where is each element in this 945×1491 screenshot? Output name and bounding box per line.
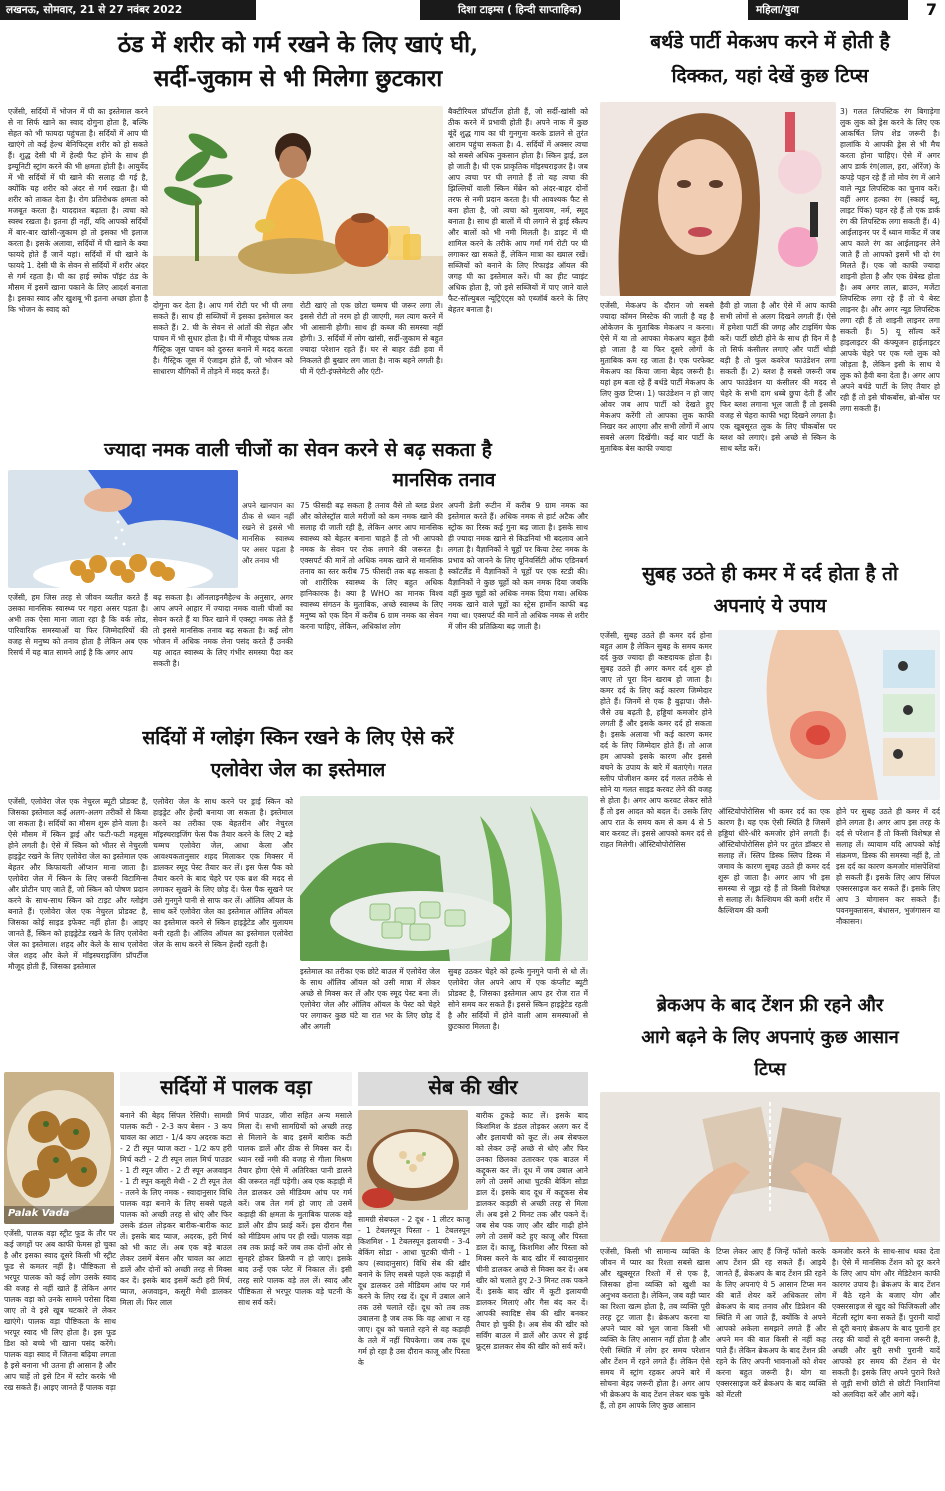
article-breakup-col1: एजेंसी, किसी भी सामान्य व्यक्ति के जीवन में प्यार का रिश्ता सबसे खास और खूबसूरत रिश्तो में से एक है, जिसका होना व्यक्ति को खुशी का अनुभव कराता है। लेकिन, जब वही प्यार का रिश्ता खत्म होता है, तब व्यक्ति पूरी तरह टूट जाता है। ब्रेकअप करना या अपने प्यार को भूल जाना किसी भी व्यक्ति के लिए आसान नहीं होता है और ऐसी स्थिति में लोग हर समय परेशान और टेंशन में रहने लगते हैं। लेकिन ऐसे समय में स्ट्रांग रहकर अपने बारे में सोचना बेहद जरूरी होता है। अगर आप भी ब्रेकअप के बाद टेंशन लेकर थक चुके हैं, तो हम आपके लिए कुछ आसान bbox=[600, 1247, 710, 1410]
article-backpain-col2: ऑस्टियोपोरोसिस भी कमर दर्द का एक कारण है। यह एक ऐसी स्थिति है जिसमें हड्डियां धीरे-धीरे कमजोर होने लगती हैं। ऑस्टियोपोरोसिस होने पर तुरंत डॉक्टर से सलाह लें। स्लिप डिस्क स्लिप डिस्क में जमाव के कारण सुबह उठते ही कमर दर्द शुरू हो जाता है। अगर आप भी इस समस्या से जूझ रहे हैं तो किसी विशेषज्ञ से सलाह लें। कैल्शियम की कमी शरीर में कैल्शियम की कमी bbox=[718, 807, 830, 915]
article-salt-side: अपने खानपान का ठीक से ध्यान नहीं रखने से इससे भी मानसिक स्वास्थ्य पर असर पड़ता है और तनाव भी bbox=[242, 501, 294, 565]
salt-photo bbox=[8, 470, 238, 588]
article-ghee-headline-1: ठंड में शरीर को गर्म रखने के लिए खाएं घी, bbox=[117, 31, 479, 58]
article-makeup-headline-2: दिक्कत, यहां देखें कुछ टिप्स bbox=[671, 65, 869, 87]
article-makeup-headline-1: बर्थडे पार्टी मेकअप करने में होती है bbox=[650, 31, 890, 53]
article-kheer-headline: सेब की खीर bbox=[428, 1075, 518, 1099]
article-ghee-col2: दोगुना कर देता है। आप गर्म रोटी पर भी घी लगा सकते हैं। साथ ही सब्जियों में इसका इस्तेमाल कर सकते हैं। 2. घी के सेवन से आंतों की सेहत और पाचन में भी सुधार होता है। घी में मौजूद पोषक तत्व गैस्ट्रिक जूस पाचन को दुरुस्त बनाने में मदद करता है। गैस्ट्रिक जूस में एंजाइम होते हैं, जो भोजन को साधारण यौगिकों में तोड़ने में मदद करते हैं। bbox=[153, 301, 293, 376]
date-line: लखनऊ, सोमवार, 21 से 27 नवंबर 2022 bbox=[6, 4, 183, 16]
article-breakup-col3: कमजोर करने के साथ-साथ थका देता है। ऐसे में मानसिक टेंशन को दूर करने के लिए आप योग और मेडिटेशन काफी कारगर उपाय है। ब्रेकअप के बाद टेंशन में बैठे रहने के बजाए योग और एक्सरसाइज से खुद को फिजिकली और मेंटली स्ट्रांग बना सकते हैं। पुरानी यादों से दूरी बनाएं ब्रेकअप के बाद पुरानी हर तरह की यादों से दूरी बनाना जरूरी है, अच्छी और बुरी सभी पुरानी यादें आपको हर समय की टेंशन से घेर सकती है। इसके लिए अपने पुराने रिश्ते से जुड़ी सभी छोटी से छोटी निशानियां को अलविदा करें और आगे बढ़ें। bbox=[832, 1247, 940, 1399]
palak-vada-photo bbox=[4, 1072, 114, 1224]
article-aloe-col3: इस्तेमाल का तरीका एक छोटे बाउल में एलोवेरा जेल के साथ ऑलिव ऑयल को उसी मात्रा में लेकर अच्छे से मिक्स कर लें और एक स्मूद पेस्ट बना लें। एलोवेरा जेल और ऑलिव ऑयल के पेस्ट को चेहरे पर लगाकर कुछ घंटे या रात भर के लिए छोड़ दें और अगली bbox=[300, 967, 440, 1031]
article-makeup-col1: एजेंसी, मेकअप के दौरान जो सबसे ज्यादा कॉमन मिस्टेक की जाती है वह है ओकेजन के मुताबिक मेकअप न करना। ऐसे में या तो आपका मेकअप बहुत हैवी हो जाता है या फिर दूसरे लोगों के मुताबिक कम रह जाता है। एक परफेक्ट मेकअप का किया जाना बेहद जरूरी है। यहां हम बता रहे हैं बर्थडे पार्टी मेकअप के लिए कुछ टिप्स। 1) फाउंडेशन न हो जाए ओवर जब आप पार्टी को देखते हुए मेकअप करेंगी तो आपका लुक काफी निखर कर आएगा और सभी लोगों में आप सबसे अलग दिखेंगी। कई बार पार्टी के मुताबिक बेस काफी ज्यादा bbox=[600, 301, 714, 453]
article-breakup-headline-2: आगे बढ़ने के लिए अपनाएं कुछ आसान bbox=[641, 1027, 899, 1048]
article-breakup-headline-1: ब्रेकअप के बाद टेंशन फ्री रहने और bbox=[656, 995, 884, 1016]
article-kheer-col2: बारीक टुकड़े काट लें। इसके बाद किशमिश के डंठल तोड़कर अलग कर दें और इलायची को कूट लें। अब सेबफल को लेकर उन्हें अच्छे से धोएं और फिर उनका छिलका उतारकर एक बाउल में कद्दूकस कर लें। दूध में जब उबाल आने लगे तो उसमें आधा चुटकी बेकिंग सोडा डाल दें। इसके बाद दूध में कद्दूकस सेब डालकर कड़छी से अच्छी तरह से मिला लें। अब इसे 2 मिनट तक और पकने दें। जब सेब पक जाए और खीर गाढ़ी होने लगे तो उसमें कटे हुए काजू और पिस्ता डाल दें। काजू, किशमिश और पिस्ता को मिक्स करने के बाद खीर में स्वादानुसार चीनी डालकर अच्छे से मिक्स कर दें। अब खीर को चलाते हुए 2-3 मिनट तक पकने दें। इसके बाद खीर में कूटी इलायची डालकर मिलाएं और गैस बंद कर दें। आपकी स्वादिष्ट सेब की खीर बनकर तैयार हो चुकी है। अब सेब की खीर को सर्विंग बाउल में डालें और ऊपर से ड्राई फ्रूट्स डालकर सेब की खीर को सर्व करें। bbox=[476, 1111, 588, 1351]
article-ghee-col1: एजेंसी, सर्दियों में भोजन में घी का इस्तेमाल करने से ना सिर्फ खाने का स्वाद दोगुना होता है, बल्कि सेहत को भी फायदा पहुंचता है। सर्दियों में आप घी खाएंगे तो कई हेल्थ बेनिफिट्स शरीर को हो सकते हैं। शुद्ध देसी घी में हेल्दी फैट होने के साथ ही इम्यूनिटी स्ट्रांग करने की भी क्षमता होती है। आयुर्वेद में भी सर्दियों में घी खाने की सलाह दी गई है, क्योंकि यह शरीर को अंदर से गर्म रखता है। घी शरीर को ताकत देता है। रोग प्रतिरोधक क्षमता को मजबूत करता है। याददाश्त बढ़ाता है। त्वचा को स्वस्थ रखता है। इतना ही नहीं, यदि आपको सर्दियों में बार-बार खांसी-जुकाम हो तो इसका भी इलाज करता है। इसके अलावा, सर्दियों में घी खाने के क्या फायदे होते हैं जानें यहां। सर्दियों में घी खाने के फायदे 1. देसी घी के सेवन से सर्दियों में शरीर अंदर से गर्म रहता है। घी का हाई स्मोक पॉइंट ठंड के मौसम में इसमें खाना पकाने के लिए आदर्श बनाता है। इसका स्वाद और खुशबू भी इतना अच्छा होता है कि भोजन के स्वाद को bbox=[8, 107, 148, 314]
article-breakup-col2: टिप्स लेकर आए हैं जिन्हें फॉलो करके आप टेंशन फ्री रह सकते हैं। आइये जानते हैं, ब्रेकअप के बाद टेंशन फ्री रहने के लिए अपनाएं ये 5 आसान टिप्स मन की बातें शेयर करें अधिकतर लोग ब्रेकअप के बाद तनाव और डिप्रेशन की स्थिति में आ जाते हैं, क्योंकि वे अपने आपको अकेला समझने लगते हैं और अपने मन की बात किसी से नहीं कह पाते हैं। लेकिन ब्रेकअप के बाद टेंशन फ्री रहने के लिए अपनी भावनाओं को शेयर करना बहुत जरूरी है। योग या एक्सरसाइज करें ब्रेकअप के बाद व्यक्ति को मेंटली bbox=[716, 1247, 826, 1399]
article-salt-col1: एजेंसी, हम जिस तरह से जीवन व्यतीत करते हैं उसका मानसिक स्वास्थ्य पर गहरा असर पड़ता है। अभी तक ऐसा माना जाता रहा है कि वर्क लोड, पारिवारिक समस्याओं या फिर जिम्मेदारियों की वजह से मनुष्य को तनाव होता है लेकिन अब एक रिसर्च में यह बात सामने आई है कि अगर आप bbox=[8, 593, 148, 657]
article-palak-headline: सर्दियों में पालक वड़ा bbox=[160, 1075, 312, 1099]
ghee-photo bbox=[153, 106, 443, 296]
article-aloe-headline-2: एलोवेरा जेल का इस्तेमाल bbox=[210, 759, 386, 781]
masthead-date-bar bbox=[0, 0, 256, 20]
article-aloe-col4: सुबह उठकर चेहरे को हल्के गुनगुने पानी से धो लें। एलोवेरा जेल अपने आप में एक कंप्लीट ब्यूटी प्रोडक्ट है, जिसका इस्तेमाल आप हर रोज रात में सोने समय कर सकते हैं। इससे स्किन हाइड्रेटेड रहती है और सर्दियों में होने वाली आम समस्याओं से छुटकारा मिलता है। bbox=[448, 967, 588, 1031]
makeup-photo bbox=[600, 102, 836, 296]
article-backpain-col3: होने पर सुबह उठते ही कमर में दर्द होने लगता है। अगर आप इस तरह के दर्द से परेशान हैं तो किसी विशेषज्ञ से सलाह लें। व्यायाम यदि आपको कोई संक्रमण, डिस्क की समस्या नहीं है, तो इस दर्द का कारण कमजोर मांसपेशियां हो सकती हैं। इसके लिए आप सिंपल एक्सरसाइज कर सकते हैं। इसके लिए आप 3 योगासन कर सकते हैं। पवनमुक्तासन, बंधासन, भुजंगासन या नौकासन। bbox=[836, 807, 940, 926]
article-ghee-col4: बैक्टीरियल प्रॉपर्टीज होती हैं, जो सर्दी-खांसी को ठीक करने में प्रभावी होती हैं। अपने नाक में कुछ बूंदें शुद्ध गाय का घी गुनगुना करके डालने से तुरंत आराम पहुंचा सकता है। 4. सर्दियों में अक्सर त्वचा को सबसे अधिक नुकसान होता है। स्किन ड्राई, डल हो जाती है। घी एक प्राकृतिक मॉइस्चराइजर है। जब आप त्वचा पर घी लगाते हैं तो यह त्वचा की झिल्लियों वाली स्किन मेंब्रेन को अंदर-बाहर दोनों तरफ से नमी प्रदान करता है। घी आवश्यक फैट से बना होता है, जो त्वचा को मुलायम, नर्म, स्मूद बनाता है। साथ ही बालों में घी लगाने से ड्राई स्कैल्प और बालों को भी नमी मिलती है। डाइट में घी शामिल करने के तरीके आप गर्मा गर्म रोटी पर घी लगाकर खा सकते हैं, लेकिन मात्रा का ख्याल रखें। सब्जियों को बनाने के लिए रिफाइंड ऑयल की जगह घी का इस्तेमाल करें। घी का हीट प्वाइंट अधिक होता है, जो इसे सब्जियों में पाए जाने वाले फैट-सॉल्युबल न्यूट्रिएंट्स को एब्जॉर्ब करने के लिए बेहतर बनाता है। bbox=[448, 107, 588, 314]
article-palak-col1: एजेंसी, पालक वड़ा स्ट्रीट फूड के तौर पर कई जगहों पर अब काफी फेमस हो चुका है और इसका स्वाद दूसरे किसी भी स्ट्रीट फूड से कमतर नहीं है। पौष्टिकता से भरपूर पालक को कई लोग उसके स्वाद की वजह से नहीं खाते हैं लेकिन अगर पालक वड़ा को उनके सामने परोसा दिया जाए तो वे इसे खूब चटकारे ले लेकर खाएंगे। पालक वड़ा पौष्टिकता के साथ भरपूर स्वाद भी लिए होता है। इस फूड डिश को बच्चे भी खाना पसंद करेंगे। पालक वड़ा स्वाद में जितना बढ़िया लगता है इसे बनाना भी उतना ही आसान है और आप चाहें तो इसे टिन में स्टोर करके भी रख सकते हैं। आइए जानते हैं पालक वड़ा bbox=[4, 1229, 116, 1392]
paper-name: दिशा टाइम्स ( हिन्दी साप्ताहिक) bbox=[457, 4, 582, 16]
aloe-photo bbox=[300, 796, 588, 961]
article-palak-col3: मिर्च पाउडर, जीरा सहित अन्य मसाले मिला दें। सभी सामग्रियों को अच्छी तरह से मिलाने के बाद इसमें बारीक कटी पालक डालें और ठीक से मिक्स कर दें। ध्यान रखें नमी की वजह से गीला मिश्रण तैयार होगा ऐसे में अतिरिक्त पानी डालने की जरूरत नहीं पड़ेगी। अब एक कड़ाही में तेल डालकर उसे मीडियम आंच पर गर्म करें। जब तेल गर्म हो जाए तो उसमें कड़ाही की क्षमता के मुताबिक पालक वड़े डालें और डीप फ्राई करें। इस दौरान गैस को मीडियम आंच पर ही रखें। पालक वड़ा तब तक फ्राई करें जब तक दोनों ओर से सुनहरे होकर क्रिस्पी न हो जाएं। इसके बाद उन्हें एक प्लेट में निकाल लें। इसी तरह सारे पालक वड़े तल लें। स्वाद और पौष्टिकता से भरपूर पालक वड़े चटनी के साथ सर्व करें। bbox=[238, 1111, 352, 1307]
kheer-photo bbox=[358, 1110, 468, 1210]
article-ghee-headline-2: सर्दी-जुकाम से भी मिलेगा छुटकारा bbox=[153, 65, 443, 92]
article-salt-col2: बढ़ सकता है। ऑनलाइनमैहेल्थ के अनुसार, अगर आप अपने आहार में ज्यादा नमक वाली चीजों का सेवन करते हैं या फिर खाने में एक्स्ट्रा नमक लेते हैं तो इससे मानसिक तनाव बढ़ सकता है। कई लोग भोजन में अधिक नमक लेना पसंद करते हैं उनकी यह आदत स्वास्थ्य के लिए गंभीर समस्या पैदा कर सकती है। bbox=[153, 593, 293, 668]
article-backpain-col1: एजेंसी, सुबह उठते ही कमर दर्द होना बहुत आम है लेकिन सुबह के समय कमर दर्द कुछ ज्यादा ही कष्टदायक होता है। सुबह उठते ही अगर कमर दर्द शुरू हो जाए तो पूरा दिन खराब हो जाता है। कमर दर्द के लिए कई कारण जिम्मेदार होते हैं। जिनमें से एक है बुढ़ापा। जैसे-जैसे उम्र बढ़ती है, हड्डियां कमजोर होने लगती हैं और इसके कमर दर्द हो सकता है। इसके अलावा भी कई कारण कमर दर्द के लिए जिम्मेदार होते हैं। तो आज हम आपको इसके कारण और इससे बचने के उपाय के बारे में बताएंगे। गलत स्लीप पोजीशन कमर दर्द गलत तरीके से सोने या गलत साइड करवट लेने की वजह से होता है। अगर आप करवट लेकर सोते हैं तो इस आदत को बदल दें। उसके लिए आप रात के समय कम से कम 4 से 5 बार करवट लें। इससे आपको कमर दर्द से राहत मिलेगी। ऑस्टियोपोरोसिस bbox=[600, 631, 712, 849]
article-makeup-side: 3) गलत लिपस्टिक रंग बिगाड़ेगा लुक लुक को ड्रेस करने के लिए एक आकर्षित लिप शेड जरूरी है। हालांकि ये आपकी ड्रेस से भी मैच करता होना चाहिए। ऐसे में अगर आप डार्क रंग(लाल, हरा, ऑरेंज) के कपड़े पहन रहे हैं तो मोव रंग में आने वाले न्यूड लिपस्टिक का चुनाव करें। वहीं अगर हल्का रंग (स्काई ब्लू, लाइट पिंक) पहन रहे हैं तो एक डार्क रंग की लिपस्टिक लगा सकती हैं। 4) आईलाइनर पर दें ध्यान मार्केट में जब आप काले रंग का आईलाइनर लेने जाते हैं तो आपको इसमें भी दो रंग मिलते हैं। एक जो काफी ज्यादा शाइनी होता है और एक ग्रेबेस्ड होता है। अब अगर लाल, ब्राउन, मजेंटा लिपस्टिक लगा रहे हैं तो ये बेस्ट लाइनर है। और अगर न्यूड लिपस्टिक लगा रही हैं तो शाइनी लाइनर लगा सकती हैं। 5) यू सॉल्व करें हाइलाइटर की कंफ्यूजन हाईलाइटर आपके चेहरे पर एक ग्लो लुक को जोड़ता है, लेकिन इसी के साथ ये लुक को हैवी बना देता है। अगर आप अपने बर्थडे पार्टी के लिए तैयार हो रही हैं तो इसे चीकबोंस, ब्रो-बोंस पर लगा सकती हैं। bbox=[840, 107, 940, 413]
page-number: 7 bbox=[925, 0, 938, 19]
breakup-photo bbox=[600, 1092, 940, 1242]
masthead-paper-bar bbox=[420, 0, 620, 20]
article-aloe-headline-1: सर्दियों में ग्लोइंग स्किन रखने के लिए ऐसे करें bbox=[142, 727, 454, 749]
article-aloe-col1: एजेंसी, एलोवेरा जेल एक नेचुरल ब्यूटी प्रोडक्ट है, जिसका इस्तेमाल कई अलग-अलग तरीकों से किया जा सकता है। सर्दियों का मौसम शुरू होने वाला है। ऐसे मौसम में स्किन ड्राई और फटी-फटी महसूस होने लगती है। ऐसे में स्किन को भीतर से नेचुरली हाइड्रेट रखने के लिए एलोवेरा जेल का इस्तेमाल एक बेहतर और किफायती ऑप्शन माना जाता है। एलोवेरा जेल में स्किन के लिए जरूरी विटामिन्स और प्रोटीन पाए जाते हैं, जो स्किन को पोषण प्रदान करने के साथ-साथ स्किन को टाइट और ग्लोइंग बनाते हैं। एलोवेरा जेल एक नेचुरल प्रोडक्ट है, जिसका कोई साइड इफेक्ट नहीं होता है। आइए जानते हैं, स्किन को हाइड्रेटेड रखने के लिए एलोवेरा जेल का इस्तेमाल। शहद और केले के साथ एलोवेरा जेल शहद और केले में मॉइस्चराइजिंग प्रॉपर्टीज मौजूद होती हैं, जिसका इस्तेमाल bbox=[8, 797, 148, 971]
backpain-photo bbox=[718, 630, 940, 800]
article-salt-headline-2: मानसिक तनाव bbox=[392, 469, 496, 491]
article-salt-col3: 75 फीसदी बढ़ सकता है तनाव वैसे तो ब्लड प्रेशर और कोलेस्ट्रॉल वाले मरीजों को कम नमक खाने की सलाह दी जाती रही है, लेकिन अगर आप मानसिक स्वास्थ्य को बेहतर बनाना चाहते हैं तो भी आपको नमक के सेवन पर रोक लगाने की जरूरत है। एक्सपर्ट की मानें तो अधिक नमक खाने से मानसिक तनाव का स्तर करीब 75 फीसदी तक बढ़ सकता है जो शारीरिक स्वास्थ्य के लिए बहुत अधिक हानिकारक है। क्या है WHO का मानक विश्व स्वास्थ्य संगठन के मुताबिक, अच्छे स्वास्थ्य के लिए मनुष्य को एक दिन में करीब 6 ग्राम नमक का सेवन करना चाहिए, लेकिन, अधिकांश लोग bbox=[300, 501, 443, 631]
article-kheer-col1: सामग्री सेबफल - 2 दूध - 1 लीटर काजू - 1 टेबलस्पून पिस्ता - 1 टेबलस्पून किशमिश - 1 टेबलस्पून इलायची - 3-4 बेकिंग सोडा - आधा चुटकी चीनी - 1 कप (स्वादानुसार) विधि सेब की खीर बनाने के लिए सबसे पहले एक कड़ाही में दूध डालकर उसे मीडियम आंच पर गर्म करने के लिए रख दें। दूध में उबाल आने तक उसे चलाते रहें। दूध को तब तक उबालना है जब तक कि वह आधा न रह जाए। दूध को चलाते रहने से वह कड़ाही के तले में नहीं चिपकेगा। जब तक दूध गर्म हो रहा है उस दौरान काजू और पिस्ता के bbox=[358, 1215, 470, 1367]
article-backpain-headline-2: अपनाएं ये उपाय bbox=[713, 595, 827, 617]
article-palak-col2: बनाने की बेहद सिंपल रेसिपी। सामग्री पालक कटी - 2-3 कप बेसन - 3 कप चावल का आटा - 1/4 कप अदरक कटा - 2 टी स्पून प्याज कटा - 1/2 कप हरी मिर्च कटी - 2 टी स्पून लाल मिर्च पाउडर - 1 टी स्पून जीरा - 2 टी स्पून अजवाइन - 1 टी स्पून कसूरी मेथी - 2 टी स्पून तेल - तलने के लिए नमक - स्वादानुसार विधि पालक वड़ा बनाने के लिए सबसे पहले पालक को अच्छी तरह से धोएं और फिर उसके डंठल तोड़कर बारीक-बारीक काट लें। इसके बाद प्याज, अदरक, हरी मिर्च को भी काट लें। अब एक बड़े बाउल लेकर उसमें बेसन और चावल का आटा डालें और दोनों को अच्छी तरह से मिक्स कर दें। इसके बाद इसमें कटी हरी मिर्च, प्याज, अजवाइन, कसूरी मेथी डालकर मिला लें। फिर लाल bbox=[120, 1111, 232, 1307]
article-ghee-col3: रोटी खाएं तो एक छोटा चम्मच घी जरूर लगा लें। इससे रोटी तो नरम हो ही जाएगी, मल त्याग करने में भी आसानी होगी। साथ ही कब्ज की समस्या नहीं होगी। 3. सर्दियों में लोग खांसी, सर्दी-जुकाम से बहुत ज्यादा परेशान रहते हैं। घर से बाहर ठंडी हवा में निकलते ही बुखार लग जाता है। नाक बहने लगती है। घी में एंटी-इंफ्लेमेटरी और एंटी- bbox=[300, 301, 443, 376]
article-makeup-col2: हैवी हो जाता है और ऐसे में आप काफी सभी लोगों से अलग दिखने लगती हैं। ऐसे में हमेशा पार्टी की जगह और टाइमिंग चेक करें। पार्टी छोटी होने के साथ ही दिन में है तो सिर्फ कंसीलर लगाएं और पार्टी थोड़ी बड़ी है तो फुल कवरेज फाउंडेशन लगा सकती हैं। 2) ब्लश है सबसे जरूरी जब आप फाउंडेशन या कंसीलर की मदद से चेहरे के सभी दाग धब्बे छुपा देती हैं और फिर ब्लश लगाना भूल जाती हैं तो इसकी वजह से चेहरा काफी भद्दा दिखने लगता है। एक खूबसूरत लुक के लिए चीकबोंस पर ब्लश को लगाएं। इसे अच्छे से स्किन के साथ ब्लेंड करें। bbox=[720, 301, 836, 453]
palak-vada-caption: Palak Vada bbox=[8, 1208, 70, 1219]
article-salt-col4: अपनी डेली रूटीन में करीब 9 ग्राम नमक का इस्तेमाल करते हैं। अधिक नमक से हार्ट अटैक और स्ट्रोक का रिस्क कई गुना बढ़ जाता है। इसके साथ ही ज्यादा नमक खाने से किडनियां भी बदलाव आने लगता है। वैज्ञानिकों ने चूहों पर किया टेस्ट नमक के प्रभाव को जानने के लिए यूनिवर्सिटी ऑफ एडिनबर्ग स्कॉटलैंड में वैज्ञानिकों ने चूहों पर एक स्टडी की। वैज्ञानिकों ने कुछ चूहों को कम नमक दिया जबकि वहीं कुछ चूहों को अधिक नमक दिया गया। अधिक नमक खाने वाले चूहों का स्ट्रेस हार्मोन काफी बढ़ गया था। एक्सपर्ट की मानें तो अधिक नमक से शरीर में जीन की प्रतिक्रिया बढ़ जाती है। bbox=[448, 501, 588, 631]
article-aloe-col2: एलोवेरा जेल के साथ करने पर ड्राई स्किन को हाइड्रेट और हेल्दी बनाया जा सकता है। इस्तेमाल करने का तरीका एक बेहतरीन और नेचुरल मॉइस्चराइजिंग फेस पैक तैयार करने के लिए 2 बड़े चम्मच एलोवेरा जेल, आधा केला और आवश्यकतानुसार शहद मिलाकर एक मिक्सर में डालकर स्मूद पेस्ट तैयार कर लें। इस फेस पैक को तैयार करने के बाद चेहरे पर एक ब्रश की मदद से लगाकर सूखने के लिए छोड़ दें। फेस पैक सूखने पर उसे गुनगुने पानी से साफ कर लें। ऑलिव ऑयल के साथ करें एलोवेरा जेल का इस्तेमाल ऑलिव ऑयल का इस्तेमाल करने से स्किन हाइड्रेटेड और मुलायम बनी रहती है। ऑलिव ऑयल का इस्तेमाल एलोवेरा जेल के साथ करने से स्किन हेल्दी रहती है। bbox=[153, 797, 293, 949]
article-breakup-headline-3: टिप्स bbox=[754, 1059, 786, 1080]
masthead-section-bar bbox=[748, 0, 908, 20]
article-salt-headline-1: ज्यादा नमक वाली चीजों का सेवन करने से बढ़ सकता है bbox=[104, 439, 492, 461]
section-name: महिला/युवा bbox=[756, 4, 799, 16]
article-backpain-headline-1: सुबह उठते ही कमर में दर्द होता है तो bbox=[642, 563, 898, 585]
